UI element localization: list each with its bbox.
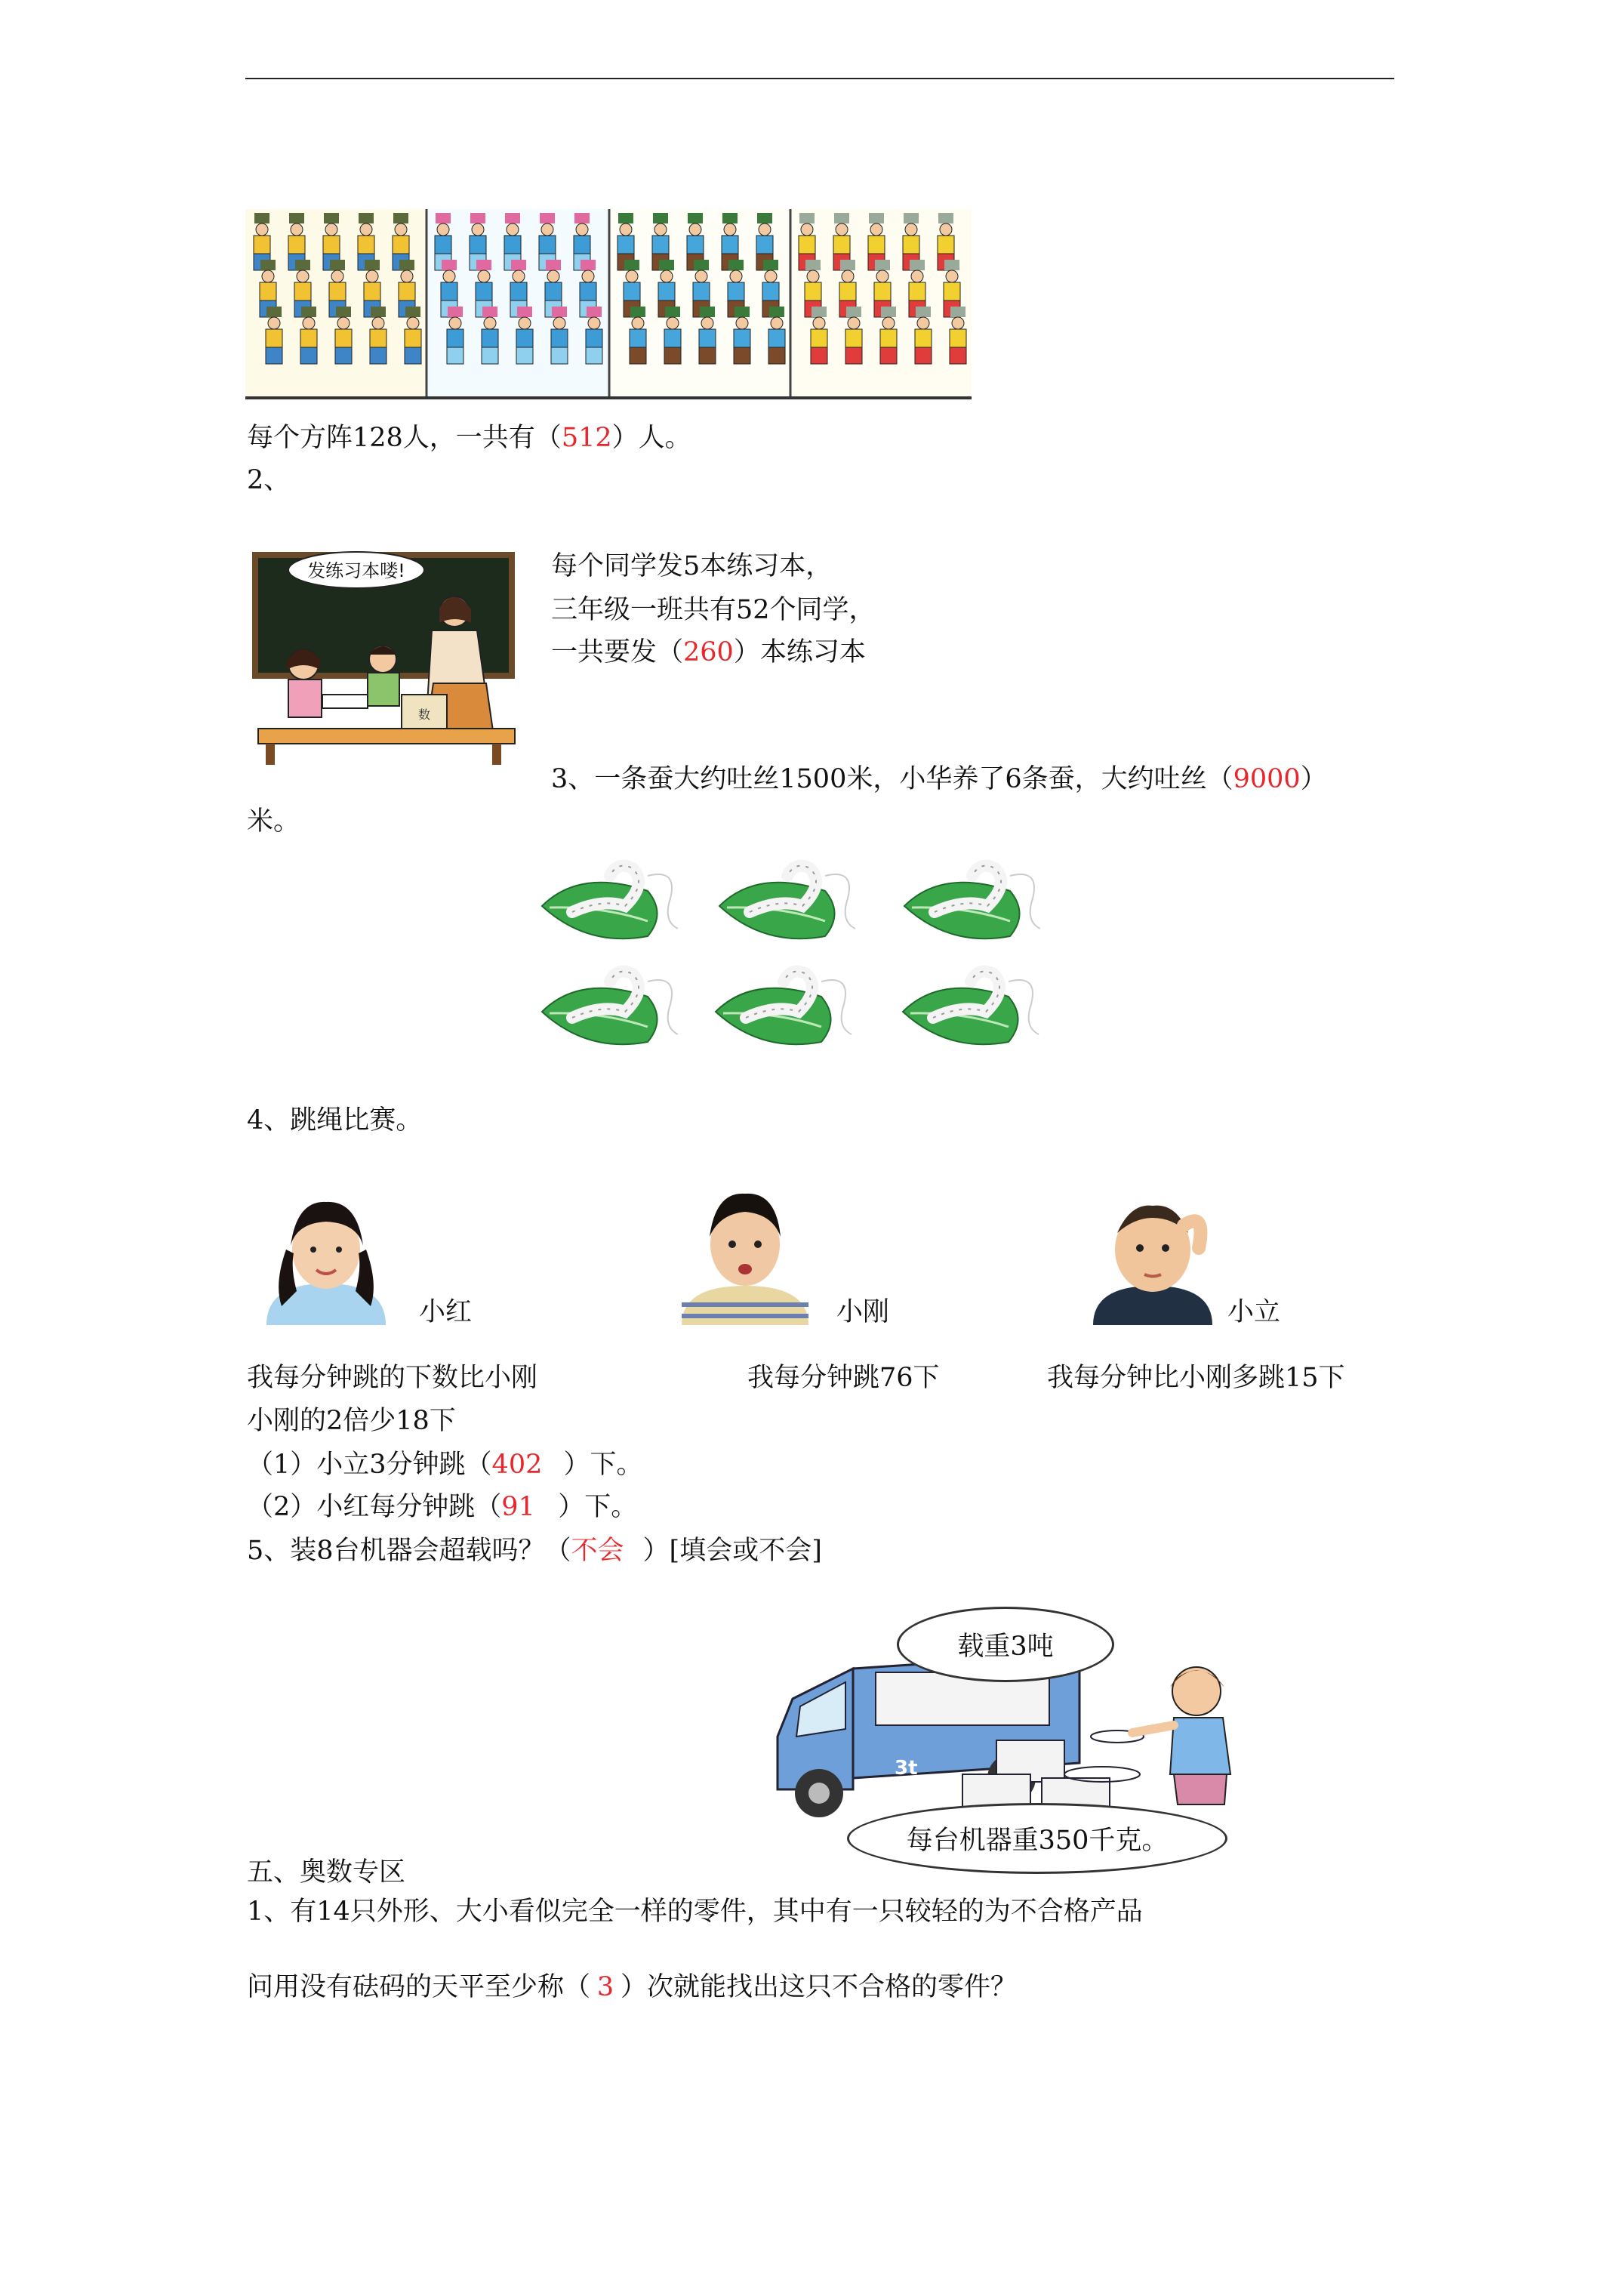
marcher-body xyxy=(805,282,821,300)
marcher-head xyxy=(661,270,673,282)
marcher-legs xyxy=(586,347,602,364)
marcher-body xyxy=(358,236,374,254)
cloud-capacity: 载重3吨 xyxy=(897,1607,1114,1682)
parade-prop xyxy=(581,260,596,270)
parade-prop xyxy=(505,213,520,223)
marcher-body xyxy=(811,329,827,347)
marcher-head xyxy=(582,270,594,282)
q4-sub1-text: （1）小立3分钟跳（ xyxy=(247,1450,492,1480)
parade-prop xyxy=(916,307,931,317)
marcher-head xyxy=(291,223,303,236)
marcher-body xyxy=(909,282,925,300)
parade-prop xyxy=(540,213,555,223)
parade-prop xyxy=(799,213,815,223)
q4-sub2-end: ）下。 xyxy=(558,1492,638,1522)
marcher-body xyxy=(323,236,340,254)
marcher-body xyxy=(370,329,387,347)
q5-answer: 不会 xyxy=(571,1536,624,1566)
marcher-head xyxy=(876,270,888,282)
marcher-head xyxy=(689,223,701,236)
marcher-body xyxy=(447,329,463,347)
marcher-body xyxy=(504,236,521,254)
marcher-head xyxy=(813,317,825,329)
marcher-body xyxy=(768,329,785,347)
photo-xiaoli xyxy=(1093,1180,1212,1325)
marcher-head xyxy=(472,223,484,236)
section5-title: 五、奥数专区 xyxy=(247,1857,406,1888)
parade-prop xyxy=(330,260,345,270)
marcher-body xyxy=(799,236,815,254)
marcher-head xyxy=(807,270,819,282)
parade-prop xyxy=(757,213,772,223)
q2-line2: 三年级一班共有52个同学， xyxy=(551,595,876,625)
marcher-head xyxy=(836,223,848,236)
parade-prop xyxy=(552,307,567,317)
marcher-body xyxy=(470,236,486,254)
marcher-legs xyxy=(266,347,282,364)
q3-line2: 米。 xyxy=(247,806,300,837)
marcher-legs xyxy=(447,347,463,364)
marcher-head xyxy=(541,223,553,236)
photo-xiaohong xyxy=(251,1178,401,1325)
parade-prop xyxy=(763,260,778,270)
marcher-head xyxy=(401,270,413,282)
marcher-head xyxy=(519,317,531,329)
marcher-head xyxy=(654,223,667,236)
marcher-legs xyxy=(950,347,966,364)
marcher-body xyxy=(574,236,590,254)
parade-prop xyxy=(728,260,744,270)
marcher-head xyxy=(848,317,860,329)
statement-xiaogang: 我每分钟跳76下 xyxy=(747,1363,940,1393)
q2-number: 2、 xyxy=(247,465,291,495)
marcher-legs xyxy=(370,347,387,364)
marcher-head xyxy=(701,317,713,329)
marcher-body xyxy=(586,329,602,347)
marcher-head xyxy=(759,223,771,236)
parade-prop xyxy=(722,213,738,223)
marcher-head xyxy=(905,223,917,236)
section5-q1-text: 问用没有砝码的天平至少称（ xyxy=(247,1972,591,2002)
parade-prop xyxy=(476,260,491,270)
marcher-legs xyxy=(734,347,750,364)
marcher-head xyxy=(547,270,559,282)
marcher-legs xyxy=(300,347,317,364)
marcher-legs xyxy=(482,347,498,364)
parade-prop xyxy=(254,213,269,223)
parade-prop xyxy=(688,213,703,223)
parade-prop xyxy=(405,307,420,317)
classroom-illustration xyxy=(251,540,524,766)
statement-xiaohong-line2: 小刚的2倍少18下 xyxy=(247,1406,456,1436)
q5-text: 5、装8台机器会超载吗？（ xyxy=(247,1536,571,1566)
photo-xiaogang xyxy=(678,1173,812,1325)
marcher-head xyxy=(268,317,280,329)
parade-prop xyxy=(846,307,861,317)
parade-prop xyxy=(700,307,715,317)
marcher-body xyxy=(476,282,492,300)
marcher-body xyxy=(687,236,704,254)
q3-text: 3、一条蚕大约吐丝1500米，小华养了6条蚕，大约吐丝（ xyxy=(551,764,1233,794)
silkworm-illustration xyxy=(534,853,1048,1057)
marcher-body xyxy=(874,282,891,300)
marcher-head xyxy=(484,317,496,329)
marcher-body xyxy=(254,236,270,254)
marcher-body xyxy=(938,236,954,254)
marcher-head xyxy=(940,223,952,236)
statement-xiaohong-line1: 我每分钟跳的下数比小刚 xyxy=(247,1363,538,1393)
q1-text: 每个方阵128人，一共有（ xyxy=(247,423,562,453)
parade-prop xyxy=(938,213,953,223)
parade-prop xyxy=(694,260,709,270)
parade-prop xyxy=(812,307,827,317)
parade-prop xyxy=(904,213,919,223)
q4-sub2 xyxy=(247,1490,637,1524)
parade-prop xyxy=(659,260,674,270)
marcher-body xyxy=(364,282,380,300)
parade-prop xyxy=(289,213,304,223)
q5-line xyxy=(247,1534,822,1567)
q1-answer: 512 xyxy=(561,423,612,453)
marcher-body xyxy=(624,282,640,300)
parade-prop xyxy=(393,213,408,223)
marcher-head xyxy=(667,317,679,329)
silkworm-icon xyxy=(716,972,852,1045)
parade-prop xyxy=(653,213,668,223)
marcher-legs xyxy=(768,347,785,364)
header-rule xyxy=(245,78,1394,79)
parade-prop xyxy=(618,213,633,223)
silkworm-icon xyxy=(542,866,678,939)
marcher-legs xyxy=(880,347,897,364)
marcher-head xyxy=(952,317,964,329)
parade-prop xyxy=(359,213,374,223)
marcher-legs xyxy=(335,347,352,364)
marcher-body xyxy=(288,236,305,254)
silkworm-icon xyxy=(719,866,855,939)
statement-xiaoli: 我每分钟比小刚多跳15下 xyxy=(1047,1363,1345,1393)
q2-line3 xyxy=(551,636,866,669)
parade-prop xyxy=(624,260,639,270)
marcher-head xyxy=(724,223,736,236)
marcher-body xyxy=(545,282,562,300)
parade-prop xyxy=(875,260,890,270)
silkworm-icon xyxy=(903,972,1039,1045)
q4-sub1-end: ）下。 xyxy=(563,1450,643,1480)
parade-prop xyxy=(735,307,750,317)
marcher-head xyxy=(360,223,372,236)
parade-prop xyxy=(260,260,276,270)
marcher-head xyxy=(366,270,378,282)
parade-prop xyxy=(448,307,463,317)
marcher-body xyxy=(510,282,527,300)
parade-prop xyxy=(950,307,965,317)
marcher-body xyxy=(839,282,856,300)
marcher-head xyxy=(372,317,384,329)
parade-prop xyxy=(805,260,821,270)
marcher-legs xyxy=(699,347,716,364)
marcher-head xyxy=(632,317,644,329)
parade-illustration xyxy=(245,209,972,399)
section5-q1-line2 xyxy=(247,1971,1017,2004)
marcher-legs xyxy=(516,347,533,364)
marcher-body xyxy=(539,236,556,254)
q1-line xyxy=(247,421,691,455)
marcher-body xyxy=(944,282,960,300)
marcher-body xyxy=(868,236,885,254)
q2-answer: 260 xyxy=(683,637,734,667)
q4-sub1-answer: 402 xyxy=(491,1450,543,1480)
parade-prop xyxy=(869,213,884,223)
marcher-body xyxy=(441,282,457,300)
parade-prop xyxy=(470,213,485,223)
marcher-head xyxy=(911,270,923,282)
truck-label: 3t xyxy=(895,1757,918,1780)
marcher-head xyxy=(507,223,519,236)
marcher-body xyxy=(658,282,675,300)
marcher-body xyxy=(617,236,634,254)
parade-prop xyxy=(517,307,532,317)
marcher-head xyxy=(395,223,407,236)
marcher-body xyxy=(762,282,779,300)
parade-prop xyxy=(442,260,457,270)
marcher-head xyxy=(842,270,854,282)
marcher-body xyxy=(652,236,669,254)
marcher-body xyxy=(880,329,897,347)
marcher-body xyxy=(435,236,451,254)
board-speech: 发练习本喽! xyxy=(307,560,405,581)
marcher-body xyxy=(630,329,646,347)
marcher-legs xyxy=(845,347,862,364)
marcher-head xyxy=(771,317,783,329)
parade-prop xyxy=(944,260,959,270)
marcher-body xyxy=(300,329,317,347)
marcher-head xyxy=(730,270,742,282)
marcher-head xyxy=(917,317,929,329)
silkworm-icon xyxy=(542,972,678,1045)
q2-line3-end: ）本练习本 xyxy=(733,637,866,667)
marcher-head xyxy=(626,270,638,282)
marcher-head xyxy=(303,317,315,329)
marcher-body xyxy=(551,329,568,347)
name-xiaoli: 小立 xyxy=(1227,1297,1281,1327)
q2-line1: 每个同学发5本练习本， xyxy=(551,551,833,581)
marcher-head xyxy=(695,270,707,282)
marcher-body xyxy=(833,236,850,254)
marcher-head xyxy=(946,270,958,282)
marcher-head xyxy=(765,270,777,282)
parade-prop xyxy=(511,260,526,270)
box-label: 数 xyxy=(417,707,431,722)
parade-prop xyxy=(266,307,282,317)
parade-prop xyxy=(910,260,925,270)
marcher-head xyxy=(882,317,895,329)
marcher-head xyxy=(262,270,274,282)
parade-prop xyxy=(371,307,386,317)
section5-q1-answer: 3 xyxy=(596,1972,614,2002)
marcher-head xyxy=(620,223,632,236)
q5-text-end: ）[填会或不会] xyxy=(642,1536,822,1566)
parade-prop xyxy=(482,307,497,317)
parade-prop xyxy=(769,307,784,317)
marcher-body xyxy=(734,329,750,347)
name-xiaogang: 小刚 xyxy=(836,1297,890,1327)
marcher-head xyxy=(337,317,350,329)
q4-sub2-text: （2）小红每分钟跳（ xyxy=(247,1492,502,1522)
parade-prop xyxy=(546,260,561,270)
marcher-head xyxy=(553,317,565,329)
marcher-head xyxy=(297,270,309,282)
marcher-head xyxy=(588,317,600,329)
marcher-body xyxy=(260,282,276,300)
marcher-head xyxy=(325,223,337,236)
parade-prop xyxy=(834,213,849,223)
marcher-body xyxy=(950,329,966,347)
silkworm-icon xyxy=(904,866,1040,939)
marcher-legs xyxy=(915,347,932,364)
section5-q1-end: ）次就能找出这只不合格的零件？ xyxy=(621,1972,1018,2002)
marcher-head xyxy=(437,223,449,236)
marcher-body xyxy=(335,329,352,347)
marcher-head xyxy=(870,223,882,236)
parade-prop xyxy=(324,213,339,223)
marcher-body xyxy=(482,329,498,347)
marcher-body xyxy=(516,329,533,347)
marcher-head xyxy=(576,223,588,236)
marcher-legs xyxy=(405,347,421,364)
q4-sub1 xyxy=(247,1448,643,1481)
name-xiaohong: 小红 xyxy=(419,1297,473,1327)
q3-answer: 9000 xyxy=(1233,764,1301,794)
marcher-body xyxy=(903,236,919,254)
marcher-body xyxy=(664,329,681,347)
marcher-body xyxy=(699,329,716,347)
marcher-head xyxy=(478,270,490,282)
marcher-body xyxy=(756,236,773,254)
parade-prop xyxy=(436,213,451,223)
marcher-body xyxy=(329,282,346,300)
parade-prop xyxy=(295,260,310,270)
marcher-legs xyxy=(811,347,827,364)
marcher-head xyxy=(443,270,455,282)
q4-title: 4、跳绳比赛。 xyxy=(247,1105,423,1136)
parade-prop xyxy=(840,260,855,270)
marcher-legs xyxy=(630,347,646,364)
marcher-body xyxy=(915,329,932,347)
marcher-head xyxy=(513,270,525,282)
marcher-head xyxy=(256,223,268,236)
q2-line3-text: 一共要发（ xyxy=(551,637,684,667)
q4-sub2-answer: 91 xyxy=(501,1492,535,1522)
marcher-body xyxy=(693,282,710,300)
cloud-machine-weight: 每台机器重350千克。 xyxy=(847,1803,1227,1874)
marcher-body xyxy=(845,329,862,347)
parade-prop xyxy=(630,307,645,317)
marcher-head xyxy=(331,270,343,282)
marcher-body xyxy=(393,236,409,254)
parade-prop xyxy=(365,260,380,270)
parade-prop xyxy=(336,307,351,317)
parade-prop xyxy=(574,213,590,223)
parade-prop xyxy=(665,307,680,317)
marcher-body xyxy=(722,236,738,254)
q3-line xyxy=(551,763,1327,796)
marcher-head xyxy=(801,223,813,236)
q3-text-end: ） xyxy=(1300,764,1327,794)
parade-prop xyxy=(301,307,316,317)
parade-prop xyxy=(881,307,896,317)
parade-prop xyxy=(587,307,602,317)
marcher-head xyxy=(407,317,419,329)
marcher-body xyxy=(266,329,282,347)
marcher-head xyxy=(449,317,461,329)
marcher-legs xyxy=(551,347,568,364)
section5-q1-line1: 1、有14只外形、大小看似完全一样的零件，其中有一只较轻的为不合格产品 xyxy=(247,1897,1143,1927)
marcher-body xyxy=(580,282,596,300)
marcher-body xyxy=(399,282,415,300)
q1-text-end: ）人。 xyxy=(611,423,691,453)
parade-prop xyxy=(399,260,414,270)
marcher-body xyxy=(728,282,744,300)
marcher-body xyxy=(294,282,311,300)
marcher-legs xyxy=(664,347,681,364)
marcher-body xyxy=(405,329,421,347)
marcher-head xyxy=(736,317,748,329)
